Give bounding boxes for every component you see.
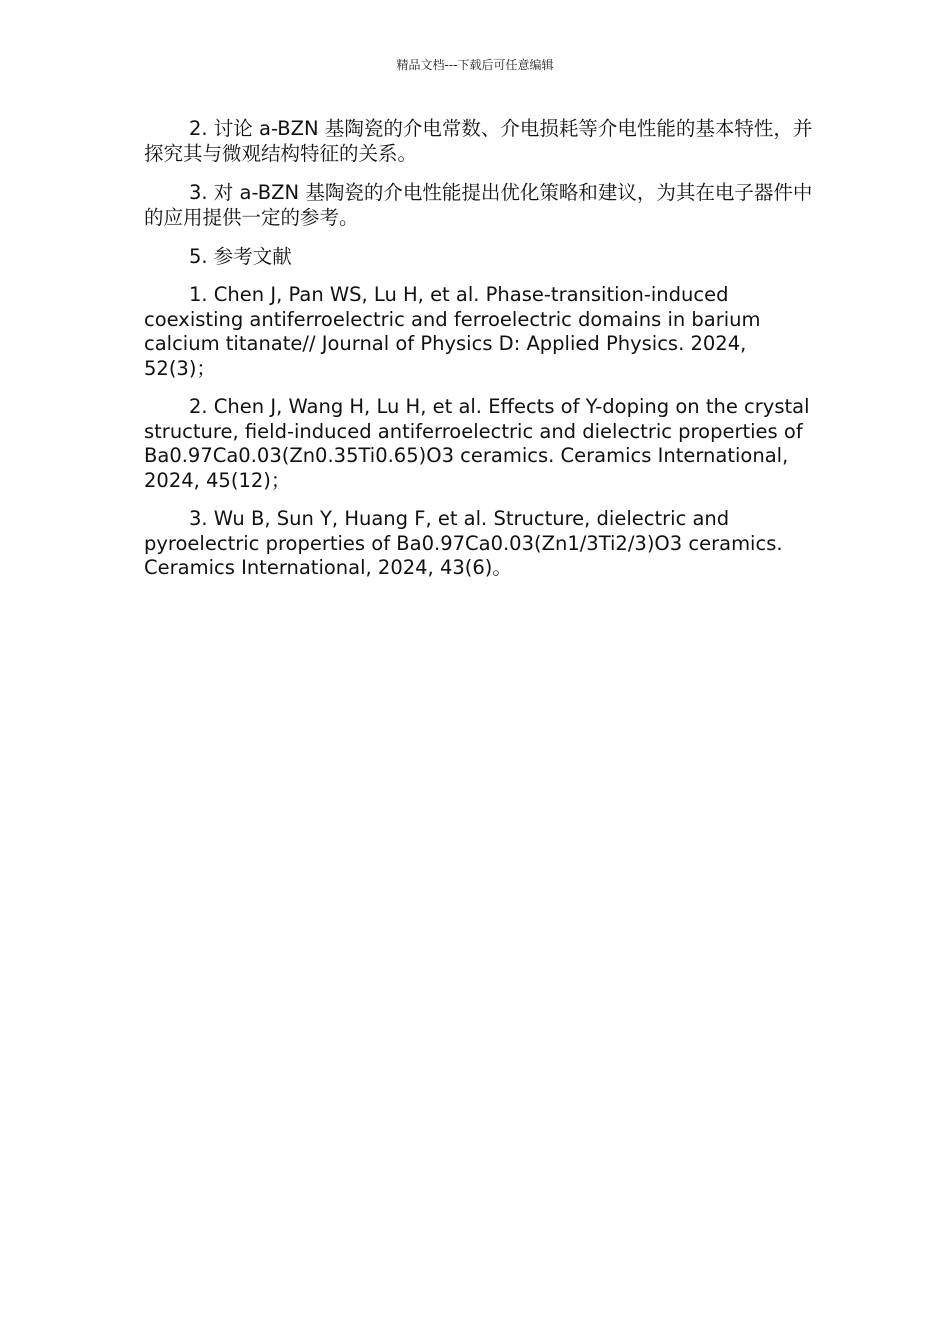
section-heading-references: 5. 参考文献 — [189, 245, 292, 268]
page-header: 精品文档---下载后可任意编辑 — [396, 58, 554, 72]
reference-item-1: 1. Chen J, Pan WS, Lu H, et al. Phase-transition-induced coexisting antiferroelectric and ferroelectric domains in barium calcium titanate// Journal of Physics D: Applied Physics. 2024, 52(3)； — [144, 283, 761, 380]
reference-item-3: 3. Wu B, Sun Y, Huang F, et al. Structure, dielectric and pyroelectric properties of Ba0.97Ca0.03(Zn1/3Ti2/3)O3 ceramics. Ceramics International, 2024, 43(6)。 — [144, 507, 783, 579]
reference-item-2: 2. Chen J, Wang H, Lu H, et al. Effects of Y-doping on the crystal structure, field-induced antiferroelectric and dielectric properties of Ba0.97Ca0.03(Zn0.35Ti0.65)O3 ceramics. Ceramics International, 2024, 45(12)； — [144, 395, 810, 492]
paragraph-research-item-2: 2. 讨论 a-BZN 基陶瓷的介电常数、介电损耗等介电性能的基本特性，并探究其与微观结构特征的关系。 — [144, 117, 813, 165]
paragraph-research-item-3: 3. 对 a-BZN 基陶瓷的介电性能提出优化策略和建议，为其在电子器件中的应用提供一定的参考。 — [144, 181, 813, 229]
document-body — [144, 116, 816, 595]
